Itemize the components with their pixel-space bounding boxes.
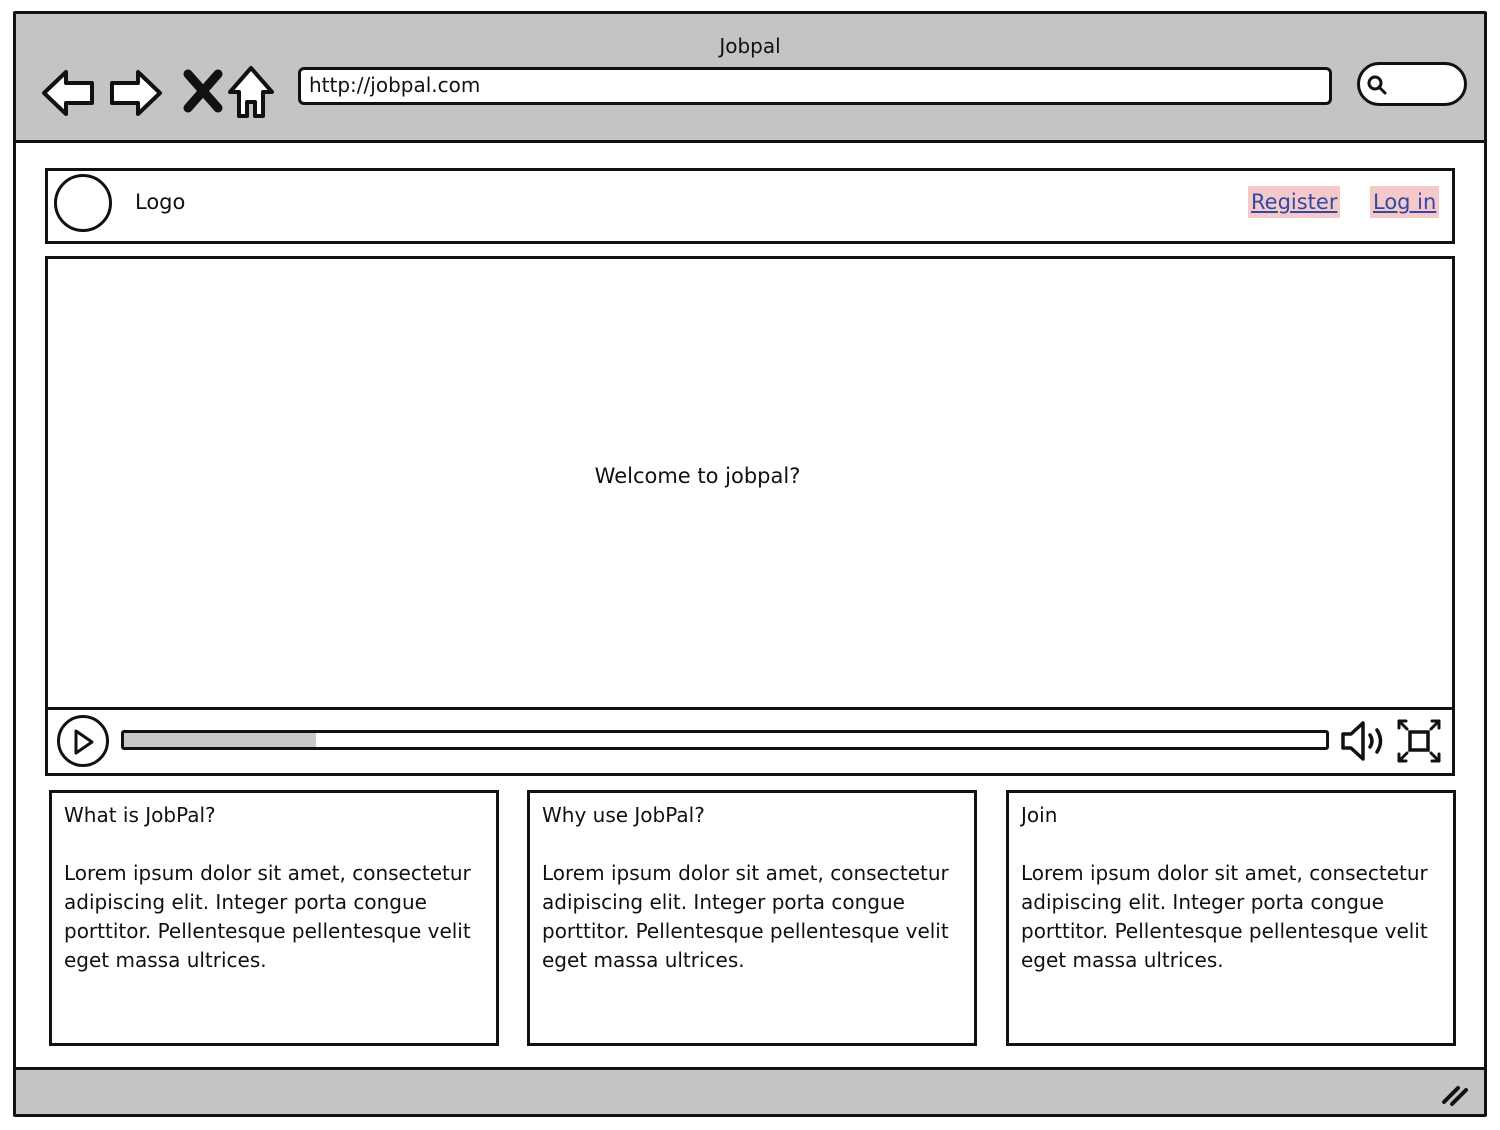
resize-grip-icon[interactable] [1440, 1080, 1472, 1108]
browser-status-bar [16, 1067, 1484, 1114]
site-header [45, 168, 1455, 244]
play-button[interactable] [57, 715, 109, 767]
forward-arrow-icon[interactable] [106, 64, 164, 122]
play-icon [72, 728, 96, 756]
card-body: Lorem ipsum dolor sit amet, consectetur adipiscing elit. Integer porta congue porttitor. Pellentesque pellentesque velit eget massa ultrices. [64, 861, 471, 972]
info-card-what-is [49, 790, 499, 1046]
card-title: What is JobPal? [64, 803, 216, 827]
browser-search-field[interactable] [1357, 62, 1467, 106]
window-title: Jobpal [719, 34, 781, 58]
video-welcome-text: Welcome to jobpal? [594, 464, 801, 488]
video-progress-bar[interactable] [121, 730, 1329, 750]
card-body: Lorem ipsum dolor sit amet, consectetur adipiscing elit. Integer porta congue porttitor. Pellentesque pellentesque velit eget massa ultrices. [542, 861, 949, 972]
search-icon [1366, 74, 1388, 96]
url-bar[interactable]: http://jobpal.com [298, 67, 1332, 105]
card-title: Why use JobPal? [542, 803, 705, 827]
video-player[interactable] [45, 256, 1455, 776]
back-arrow-icon[interactable] [40, 64, 98, 122]
logo-label: Logo [135, 190, 186, 214]
browser-toolbar [16, 14, 1484, 143]
info-card-join [1006, 790, 1456, 1046]
login-link[interactable]: Log in [1370, 186, 1439, 218]
register-link[interactable]: Register [1248, 186, 1340, 218]
card-title: Join [1021, 803, 1058, 827]
video-progress-fill [124, 733, 316, 747]
card-body: Lorem ipsum dolor sit amet, consectetur adipiscing elit. Integer porta congue porttitor. Pellentesque pellentesque velit eget massa ultrices. [1021, 861, 1428, 972]
home-icon[interactable] [222, 64, 280, 122]
volume-icon[interactable] [1339, 718, 1389, 764]
fullscreen-icon[interactable] [1396, 718, 1442, 764]
info-card-why-use [527, 790, 977, 1046]
logo-placeholder [54, 174, 112, 232]
